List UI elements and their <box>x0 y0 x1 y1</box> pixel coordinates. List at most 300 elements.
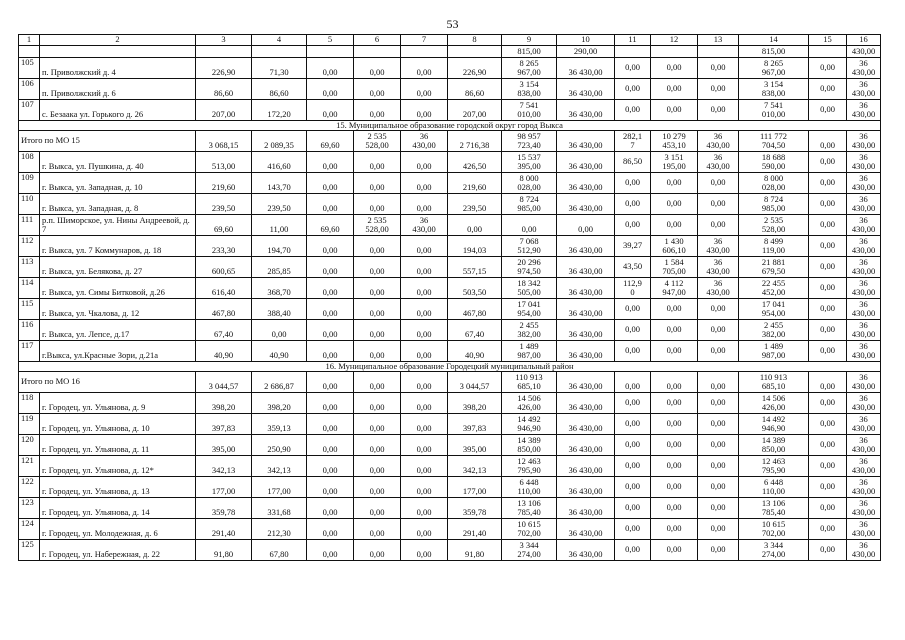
table-row <box>19 519 881 540</box>
table-cell-col-8: 557,15 <box>448 257 502 278</box>
table-cell-col-13: 0,00 <box>698 393 739 414</box>
table-cell-row-number <box>19 46 40 58</box>
table-cell-col-16: 36 430,00 <box>847 79 881 100</box>
table-cell-col-11: 0,00 <box>615 100 651 121</box>
table-cell-col-10: 36 430,00 <box>557 498 615 519</box>
total-label: Итого по МО 16 <box>19 372 196 393</box>
table-cell-col-14: 8 000 028,00 <box>739 173 809 194</box>
table-cell-col-16: 36 430,00 <box>847 173 881 194</box>
table-cell-col-9: 3 154 838,00 <box>502 79 557 100</box>
table-cell-col-4: 40,90 <box>252 341 307 362</box>
table-cell-col-14: 13 106 785,40 <box>739 498 809 519</box>
table-cell-col-9: 18 342 505,00 <box>502 278 557 299</box>
table-cell-col-7: 0,00 <box>401 372 448 393</box>
table-cell-col-6: 0,00 <box>354 540 401 561</box>
table-cell-col-7: 0,00 <box>401 152 448 173</box>
table-cell-col-3: 616,40 <box>196 278 252 299</box>
table-cell-col-15: 0,00 <box>809 519 847 540</box>
table-cell-address: р.п. Шиморское, ул. Нины Андреевой, д. 7 <box>40 215 196 236</box>
table-cell-col-12: 0,00 <box>651 173 698 194</box>
table-row <box>19 236 881 257</box>
table-cell-col-5: 69,60 <box>307 215 354 236</box>
table-cell-col-13: 0,00 <box>698 173 739 194</box>
table-cell-col-12: 1 430 606,10 <box>651 236 698 257</box>
table-cell-col-16: 36 430,00 <box>847 299 881 320</box>
table-cell-col-15: 0,00 <box>809 278 847 299</box>
table-cell-col-14: 6 448 110,00 <box>739 477 809 498</box>
table-cell-row-number: 119 <box>19 414 40 435</box>
table-cell-col-9: 20 296 974,50 <box>502 257 557 278</box>
table-cell-col-6: 0,00 <box>354 393 401 414</box>
table-cell-col-8: 397,83 <box>448 414 502 435</box>
table-cell-col-7: 36 430,00 <box>401 131 448 152</box>
table-cell-col-11: 39,27 <box>615 236 651 257</box>
table-cell-col-9: 2 455 382,00 <box>502 320 557 341</box>
table-cell-col-7: 0,00 <box>401 519 448 540</box>
table-cell-col-14: 14 506 426,00 <box>739 393 809 414</box>
table-cell-col-7: 0,00 <box>401 194 448 215</box>
table-row <box>19 58 881 79</box>
table-cell-col-3: 3 068,15 <box>196 131 252 152</box>
table-row <box>19 540 881 561</box>
total-row <box>19 131 881 152</box>
table-cell-col-13: 0,00 <box>698 498 739 519</box>
table-cell-col-8: 219,60 <box>448 173 502 194</box>
table-cell-col-4: 194,70 <box>252 236 307 257</box>
data-table <box>18 34 881 561</box>
table-cell-row-number: 124 <box>19 519 40 540</box>
table-cell-col-11: 86,50 <box>615 152 651 173</box>
table-cell-col-9: 10 615 702,00 <box>502 519 557 540</box>
table-cell-col-10: 36 430,00 <box>557 435 615 456</box>
table-cell-col-15: 0,00 <box>809 173 847 194</box>
table-cell-col-10: 0,00 <box>557 215 615 236</box>
table-cell-col-5: 0,00 <box>307 299 354 320</box>
table-cell-col-7: 0,00 <box>401 498 448 519</box>
table-cell-col-7: 0,00 <box>401 299 448 320</box>
table-cell-col-12: 0,00 <box>651 299 698 320</box>
table-cell-address: г. Городец, ул. Ульянова, д. 11 <box>40 435 196 456</box>
table-cell-col-10: 36 430,00 <box>557 278 615 299</box>
table-cell-col-13: 36 430,00 <box>698 152 739 173</box>
table-cell-col-3: 291,40 <box>196 519 252 540</box>
table-cell-col-12: 0,00 <box>651 320 698 341</box>
section-heading: 16. Муниципальное образование Городецкий муниципальный район <box>19 362 881 372</box>
table-cell-row-number: 113 <box>19 257 40 278</box>
table-cell-col-3: 226,90 <box>196 58 252 79</box>
table-cell-address: г. Городец, ул. Ульянова, д. 12* <box>40 456 196 477</box>
table-cell-col-11: 0,00 <box>615 498 651 519</box>
table-cell-col-15: 0,00 <box>809 236 847 257</box>
table-cell-col-3: 3 044,57 <box>196 372 252 393</box>
table-cell-col-14: 110 913 685,10 <box>739 372 809 393</box>
table-cell-col-9: 8 265 967,00 <box>502 58 557 79</box>
table-cell-col-8: 426,50 <box>448 152 502 173</box>
table-cell-row-number: 108 <box>19 152 40 173</box>
table-cell-col-12: 0,00 <box>651 519 698 540</box>
table-cell-col-12: 0,00 <box>651 498 698 519</box>
table-row <box>19 414 881 435</box>
header-row <box>19 35 881 46</box>
table-cell-col-16: 36 430,00 <box>847 498 881 519</box>
table-cell-col-6: 0,00 <box>354 477 401 498</box>
column-number-header: 4 <box>252 35 307 46</box>
table-cell-col-4: 143,70 <box>252 173 307 194</box>
table-cell-address: г. Городец, ул. Ульянова, д. 10 <box>40 414 196 435</box>
table-cell-col-4: 239,50 <box>252 194 307 215</box>
table-cell-col-14: 17 041 954,00 <box>739 299 809 320</box>
column-number-header: 13 <box>698 35 739 46</box>
table-cell-col-6: 2 535 528,00 <box>354 215 401 236</box>
table-cell-col-5: 69,60 <box>307 131 354 152</box>
table-row <box>19 46 881 58</box>
table-cell-col-11: 0,00 <box>615 173 651 194</box>
column-number-header: 11 <box>615 35 651 46</box>
table-cell-col-6: 0,00 <box>354 320 401 341</box>
table-cell-address: г. Выкса, ул. Пушкина, д. 40 <box>40 152 196 173</box>
table-cell-col-4: 342,13 <box>252 456 307 477</box>
table-cell-col-16: 36 430,00 <box>847 372 881 393</box>
table-cell-col-15: 0,00 <box>809 152 847 173</box>
table-cell-col-9: 815,00 <box>502 46 557 58</box>
table-cell-col-16: 36 430,00 <box>847 477 881 498</box>
table-cell-col-9: 15 537 395,00 <box>502 152 557 173</box>
table-cell-col-16: 36 430,00 <box>847 414 881 435</box>
table-cell-col-4: 212,30 <box>252 519 307 540</box>
table-cell-col-13: 0,00 <box>698 79 739 100</box>
table-cell-col-11 <box>615 46 651 58</box>
table-cell-col-8: 467,80 <box>448 299 502 320</box>
table-cell-col-13: 0,00 <box>698 456 739 477</box>
table-cell-col-10: 36 430,00 <box>557 299 615 320</box>
column-number-header: 9 <box>502 35 557 46</box>
table-cell-col-7: 0,00 <box>401 393 448 414</box>
table-cell-col-15: 0,00 <box>809 320 847 341</box>
table-cell-col-15: 0,00 <box>809 393 847 414</box>
table-cell-col-7: 0,00 <box>401 173 448 194</box>
table-cell-col-15: 0,00 <box>809 477 847 498</box>
table-cell-col-16: 36 430,00 <box>847 152 881 173</box>
table-cell-col-14: 18 688 590,00 <box>739 152 809 173</box>
table-cell-col-13: 0,00 <box>698 320 739 341</box>
table-cell-col-12: 0,00 <box>651 341 698 362</box>
table-cell-col-8: 342,13 <box>448 456 502 477</box>
table-cell-col-8: 91,80 <box>448 540 502 561</box>
table-cell-col-14: 111 772 704,50 <box>739 131 809 152</box>
table-cell-col-5: 0,00 <box>307 79 354 100</box>
table-cell-col-16: 36 430,00 <box>847 341 881 362</box>
section-heading-row <box>19 121 881 131</box>
table-cell-col-9: 13 106 785,40 <box>502 498 557 519</box>
table-cell-col-8 <box>448 46 502 58</box>
table-cell-col-8: 0,00 <box>448 215 502 236</box>
table-cell-col-5: 0,00 <box>307 100 354 121</box>
table-cell-col-3: 398,20 <box>196 393 252 414</box>
table-cell-col-4: 416,60 <box>252 152 307 173</box>
table-cell-col-5: 0,00 <box>307 236 354 257</box>
table-cell-col-4: 67,80 <box>252 540 307 561</box>
table-cell-col-14: 8 265 967,00 <box>739 58 809 79</box>
table-cell-col-14: 3 154 838,00 <box>739 79 809 100</box>
table-cell-col-12: 0,00 <box>651 194 698 215</box>
table-cell-col-13: 0,00 <box>698 58 739 79</box>
table-cell-address: г. Выкса, ул. Западная, д. 10 <box>40 173 196 194</box>
table-cell-col-12: 0,00 <box>651 372 698 393</box>
table-cell-col-5: 0,00 <box>307 152 354 173</box>
table-cell-col-11: 0,00 <box>615 320 651 341</box>
table-cell-col-16: 36 430,00 <box>847 393 881 414</box>
table-cell-col-9: 7 068 512,90 <box>502 236 557 257</box>
table-body <box>19 35 881 561</box>
table-cell-col-10: 36 430,00 <box>557 173 615 194</box>
column-number-header: 5 <box>307 35 354 46</box>
table-cell-col-13 <box>698 46 739 58</box>
table-cell-col-8: 398,20 <box>448 393 502 414</box>
table-cell-col-12 <box>651 46 698 58</box>
table-cell-col-12: 0,00 <box>651 477 698 498</box>
table-cell-col-15: 0,00 <box>809 540 847 561</box>
table-cell-col-7: 0,00 <box>401 79 448 100</box>
table-cell-col-6: 0,00 <box>354 257 401 278</box>
table-cell-col-13: 0,00 <box>698 414 739 435</box>
table-cell-row-number: 122 <box>19 477 40 498</box>
table-cell-col-3: 67,40 <box>196 320 252 341</box>
table-cell-col-13: 0,00 <box>698 372 739 393</box>
table-cell-col-12: 10 279 453,10 <box>651 131 698 152</box>
table-cell-col-16: 36 430,00 <box>847 320 881 341</box>
table-cell-col-16: 36 430,00 <box>847 519 881 540</box>
table-cell-col-16: 36 430,00 <box>847 100 881 121</box>
table-cell-col-6: 0,00 <box>354 456 401 477</box>
table-cell-row-number: 117 <box>19 341 40 362</box>
table-cell-col-9: 8 000 028,00 <box>502 173 557 194</box>
table-cell-col-16: 36 430,00 <box>847 131 881 152</box>
table-cell-col-8: 194,03 <box>448 236 502 257</box>
table-cell-col-13: 0,00 <box>698 540 739 561</box>
table-cell-col-5: 0,00 <box>307 278 354 299</box>
table-cell-col-15: 0,00 <box>809 58 847 79</box>
table-cell-col-10: 36 430,00 <box>557 477 615 498</box>
table-cell-col-6: 0,00 <box>354 236 401 257</box>
table-cell-col-3: 86,60 <box>196 79 252 100</box>
table-cell-col-13: 36 430,00 <box>698 131 739 152</box>
table-cell-col-13: 36 430,00 <box>698 278 739 299</box>
table-cell-col-15: 0,00 <box>809 257 847 278</box>
table-cell-col-16: 36 430,00 <box>847 58 881 79</box>
table-cell-col-7: 0,00 <box>401 456 448 477</box>
table-cell-col-9: 110 913 685,10 <box>502 372 557 393</box>
table-cell-col-3: 233,30 <box>196 236 252 257</box>
table-cell-col-11: 0,00 <box>615 58 651 79</box>
table-cell-col-14: 7 541 010,00 <box>739 100 809 121</box>
table-cell-col-3: 467,80 <box>196 299 252 320</box>
table-cell-col-4 <box>252 46 307 58</box>
table-cell-col-10: 36 430,00 <box>557 79 615 100</box>
table-cell-address: г. Выкса, ул. Белякова, д. 27 <box>40 257 196 278</box>
table-cell-row-number: 106 <box>19 79 40 100</box>
table-cell-col-11: 0,00 <box>615 79 651 100</box>
table-cell-row-number: 118 <box>19 393 40 414</box>
table-cell-col-4: 71,30 <box>252 58 307 79</box>
table-cell-address: г. Городец, ул. Ульянова, д. 14 <box>40 498 196 519</box>
table-cell-col-4: 86,60 <box>252 79 307 100</box>
table-cell-col-4: 2 089,35 <box>252 131 307 152</box>
table-cell-col-6: 0,00 <box>354 152 401 173</box>
table-cell-col-11: 0,00 <box>615 215 651 236</box>
table-cell-address: с. Безаака ул. Горького д. 26 <box>40 100 196 121</box>
table-cell-col-10: 36 430,00 <box>557 320 615 341</box>
table-cell-col-6: 0,00 <box>354 173 401 194</box>
table-cell-row-number: 114 <box>19 278 40 299</box>
table-row <box>19 194 881 215</box>
table-row <box>19 320 881 341</box>
table-cell-row-number: 120 <box>19 435 40 456</box>
table-row <box>19 79 881 100</box>
table-cell-row-number: 115 <box>19 299 40 320</box>
table-cell-row-number: 107 <box>19 100 40 121</box>
table-cell-col-14: 10 615 702,00 <box>739 519 809 540</box>
table-cell-col-8: 503,50 <box>448 278 502 299</box>
table-cell-col-14: 2 455 382,00 <box>739 320 809 341</box>
table-cell-col-4: 285,85 <box>252 257 307 278</box>
table-cell-col-12: 3 151 195,00 <box>651 152 698 173</box>
column-number-header: 10 <box>557 35 615 46</box>
table-cell-col-3: 395,00 <box>196 435 252 456</box>
table-cell-col-9: 0,00 <box>502 215 557 236</box>
table-cell-col-10: 36 430,00 <box>557 100 615 121</box>
table-cell-col-4: 172,20 <box>252 100 307 121</box>
table-cell-col-11: 0,00 <box>615 519 651 540</box>
table-cell-col-5: 0,00 <box>307 498 354 519</box>
table-cell-col-5 <box>307 46 354 58</box>
table-cell-col-4: 398,20 <box>252 393 307 414</box>
table-cell-col-7: 0,00 <box>401 435 448 456</box>
table-cell-col-3: 397,83 <box>196 414 252 435</box>
table-cell-col-14: 1 489 987,00 <box>739 341 809 362</box>
column-number-header: 8 <box>448 35 502 46</box>
table-cell-row-number: 111 <box>19 215 40 236</box>
table-cell-col-5: 0,00 <box>307 341 354 362</box>
table-cell-col-14: 22 455 452,00 <box>739 278 809 299</box>
table-cell-col-5: 0,00 <box>307 58 354 79</box>
table-cell-col-15: 0,00 <box>809 435 847 456</box>
column-number-header: 3 <box>196 35 252 46</box>
table-cell-col-4: 331,68 <box>252 498 307 519</box>
table-cell-col-9: 3 344 274,00 <box>502 540 557 561</box>
table-cell-address: г. Городец, ул. Ульянова, д. 13 <box>40 477 196 498</box>
column-number-header: 16 <box>847 35 881 46</box>
table-cell-col-4: 2 686,87 <box>252 372 307 393</box>
table-cell-col-6: 0,00 <box>354 79 401 100</box>
table-cell-col-15 <box>809 46 847 58</box>
table-row <box>19 278 881 299</box>
table-row <box>19 435 881 456</box>
table-cell-col-4: 250,90 <box>252 435 307 456</box>
table-cell-col-14: 14 389 850,00 <box>739 435 809 456</box>
table-cell-col-10: 36 430,00 <box>557 519 615 540</box>
table-cell-col-12: 0,00 <box>651 215 698 236</box>
table-cell-col-15: 0,00 <box>809 414 847 435</box>
column-number-header: 1 <box>19 35 40 46</box>
table-cell-col-10: 36 430,00 <box>557 372 615 393</box>
table-cell-col-3: 219,60 <box>196 173 252 194</box>
table-cell-col-16: 36 430,00 <box>847 194 881 215</box>
table-cell-col-9: 1 489 987,00 <box>502 341 557 362</box>
table-cell-col-8: 291,40 <box>448 519 502 540</box>
table-row <box>19 341 881 362</box>
table-cell-col-3 <box>196 46 252 58</box>
table-cell-col-7: 0,00 <box>401 278 448 299</box>
table-row <box>19 498 881 519</box>
table-cell-col-16: 36 430,00 <box>847 435 881 456</box>
total-row <box>19 372 881 393</box>
table-cell-col-10: 36 430,00 <box>557 341 615 362</box>
table-cell-col-13: 0,00 <box>698 100 739 121</box>
table-row <box>19 173 881 194</box>
table-cell-col-5: 0,00 <box>307 393 354 414</box>
table-cell-col-11: 43,50 <box>615 257 651 278</box>
table-cell-col-5: 0,00 <box>307 194 354 215</box>
column-number-header: 15 <box>809 35 847 46</box>
table-cell-col-6: 0,00 <box>354 194 401 215</box>
table-cell-col-6 <box>354 46 401 58</box>
table-cell-col-8: 3 044,57 <box>448 372 502 393</box>
table-cell-address: г. Выкса, ул. Симы Битковой, д.26 <box>40 278 196 299</box>
table-cell-col-7: 0,00 <box>401 320 448 341</box>
table-cell-row-number: 110 <box>19 194 40 215</box>
table-cell-row-number: 112 <box>19 236 40 257</box>
table-cell-col-15: 0,00 <box>809 215 847 236</box>
table-cell-col-12: 1 584 705,00 <box>651 257 698 278</box>
table-cell-col-8: 86,60 <box>448 79 502 100</box>
table-cell-col-9: 8 724 985,00 <box>502 194 557 215</box>
table-cell-col-15: 0,00 <box>809 100 847 121</box>
table-cell-col-8: 40,90 <box>448 341 502 362</box>
table-cell-col-6: 0,00 <box>354 341 401 362</box>
table-cell-col-3: 40,90 <box>196 341 252 362</box>
table-cell-col-4: 0,00 <box>252 320 307 341</box>
table-cell-col-11: 0,00 <box>615 393 651 414</box>
table-cell-col-13: 36 430,00 <box>698 257 739 278</box>
table-cell-row-number: 109 <box>19 173 40 194</box>
table-cell-address: г. Выкса, ул. Лепсе, д.17 <box>40 320 196 341</box>
table-cell-col-11: 0,00 <box>615 299 651 320</box>
column-number-header: 7 <box>401 35 448 46</box>
table-cell-col-5: 0,00 <box>307 414 354 435</box>
table-row <box>19 393 881 414</box>
table-cell-col-9: 12 463 795,90 <box>502 456 557 477</box>
table-cell-col-14: 12 463 795,90 <box>739 456 809 477</box>
table-cell-col-9: 14 389 850,00 <box>502 435 557 456</box>
table-row <box>19 456 881 477</box>
table-cell-address: г. Выкса, ул. Западная, д. 8 <box>40 194 196 215</box>
table-cell-col-16: 36 430,00 <box>847 540 881 561</box>
table-cell-col-11: 0,00 <box>615 456 651 477</box>
table-cell-col-11: 0,00 <box>615 540 651 561</box>
table-cell-col-4: 368,70 <box>252 278 307 299</box>
table-cell-col-16: 430,00 <box>847 46 881 58</box>
table-cell-address: г. Выкса, ул. Чкалова, д. 12 <box>40 299 196 320</box>
table-cell-row-number: 121 <box>19 456 40 477</box>
table-cell-col-13: 0,00 <box>698 194 739 215</box>
table-cell-address: п. Приволжский д. 6 <box>40 79 196 100</box>
column-number-header: 2 <box>40 35 196 46</box>
table-cell-col-13: 0,00 <box>698 435 739 456</box>
section-heading: 15. Муниципальное образование городской округ город Выкса <box>19 121 881 131</box>
table-cell-col-11: 0,00 <box>615 477 651 498</box>
table-row <box>19 152 881 173</box>
table-cell-col-14: 8 499 119,00 <box>739 236 809 257</box>
